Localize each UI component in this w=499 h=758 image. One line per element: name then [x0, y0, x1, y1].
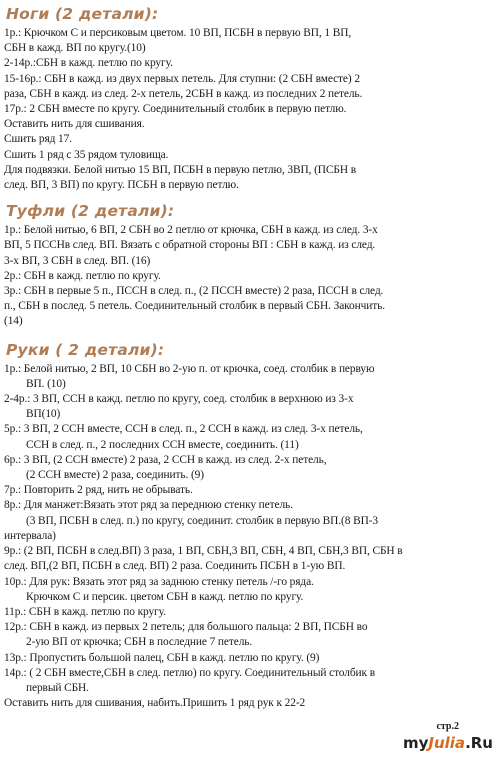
instruction-line: 10р.: Для рук: Вязать этот ряд за заднюю стенку петель /-го ряда. — [4, 575, 314, 588]
shoes-instructions — [4, 223, 495, 329]
instruction-line: интервала) — [4, 529, 56, 542]
instruction-line: след. ВП,(2 ВП, ПСБН в след. ВП) 2 раза. Соединить ПСБН в 1-ую ВП. — [4, 560, 346, 573]
instruction-line: 2-4р.: 3 ВП, ССН в кажд. петлю по кругу, соед. столбик в верхнюю из 3-х — [4, 393, 354, 406]
instruction-line: 9р.: (2 ВП, ПСБН в след.ВП) 3 раза, 1 ВП, СБН,3 ВП, СБН, 4 ВП, СБН,3 ВП, СБН в — [4, 545, 403, 558]
instruction-line: 1р.: Крючком С и персиковым цветом. 10 ВП, ПСБН в первую ВП, 1 ВП, — [4, 27, 352, 39]
instruction-line: 3р.: СБН в первые 5 п., ПССН в след. п., (2 ПССН вместе) 2 раза, ПССН в след. — [4, 285, 384, 298]
instruction-line: 2р.: СБН в кажд. петлю по кругу. — [4, 269, 161, 282]
instruction-line: (3 ВП, ПСБН в след. п.) по кругу, соединит. столбик в первую ВП.(8 ВП-3 — [26, 514, 378, 527]
legs-instructions — [4, 26, 495, 193]
document-page — [4, 4, 495, 711]
instruction-line: 3-х ВП, 3 СБН в след. ВП. (16) — [4, 254, 151, 267]
section-title-arms: Руки ( 2 детали): — [6, 340, 165, 359]
instruction-line: 17р.: 2 СБН вместе по кругу. Соединительный столбик в первую петлю. — [4, 103, 347, 116]
instruction-line: первый СБН. — [26, 681, 89, 694]
instruction-line: СБН в кажд. ВП по кругу.(10) — [4, 42, 146, 55]
instruction-line: 15-16р.: СБН в кажд. из двух первых петель. Для ступни: (2 СБН вместе) 2 — [4, 72, 360, 85]
instruction-line: 6р.: 3 ВП, (2 ССН вместе) 2 раза, 2 ССН в кажд. из след. 2-х петель, — [4, 453, 327, 466]
watermark-suffix: .Ru — [465, 734, 493, 752]
section-title-legs: Ноги (2 детали): — [6, 5, 159, 23]
instruction-line: п., СБН в послед. 5 петель. Соединительный столбик в первый СБН. Закончить. — [4, 300, 385, 313]
instruction-line: 13р.: Пропустить большой палец, СБН в кажд. петлю по кругу. (9) — [4, 651, 320, 664]
instruction-line: ССН в след. п., 2 последних ССН вместе, соединить. (11) — [26, 438, 299, 451]
instruction-line: 11р.: СБН в кажд. петлю по кругу. — [4, 605, 166, 618]
instruction-line: Оставить нить для сшивания, набить.Пришить 1 ряд рук к 22-2 — [4, 697, 306, 710]
instruction-line: 5р.: 3 ВП, 2 ССН вместе, ССН в след. п., 2 ССН в кажд. из след. 3-х петель, — [4, 423, 363, 436]
instruction-line: 1р.: Белой нитью, 2 ВП, 10 СБН во 2-ую п. от крючка, соед. столбик в первую — [4, 362, 375, 375]
watermark-prefix: my — [402, 734, 429, 752]
watermark-highlight: Julia — [428, 734, 466, 752]
arms-instructions — [4, 362, 495, 712]
instruction-line: 7р.: Повторить 2 ряд, нить не обрывать. — [4, 484, 193, 497]
instruction-line: Крючком С и персик. цветом СБН в кажд. петлю по кругу. — [26, 590, 304, 603]
instruction-line: Сшить 1 ряд с 35 рядом туловища. — [4, 148, 169, 161]
instruction-line: ВП. (10) — [26, 377, 66, 390]
instruction-line: 2-ую ВП от крючка; СБН в последние 7 петель. — [26, 636, 253, 649]
instruction-line: 14р.: ( 2 СБН вместе,СБН в след. петлю) по кругу. Соединительный столбик в — [4, 666, 375, 679]
instruction-line: Оставить нить для сшивания. — [4, 118, 145, 131]
instruction-line: Сшить ряд 17. — [4, 133, 73, 146]
instruction-line: 8р.: Для манжет:Вязать этот ряд за переднюю стенку петель. — [4, 499, 293, 512]
site-watermark — [403, 734, 493, 752]
instruction-line: Для подвязки. Белой нитью 15 ВП, ПСБН в первую петлю, 3ВП, (ПСБН в — [4, 163, 356, 176]
instruction-line: ВП(10) — [26, 408, 61, 421]
instruction-line: 12р.: СБН в кажд. из первых 2 петель; для большого пальца: 2 ВП, ПСБН во — [4, 621, 368, 634]
instruction-line: (14) — [4, 315, 23, 328]
section-title-shoes: Туфли (2 детали): — [6, 202, 175, 221]
instruction-line: ВП, 5 ПССНв след. ВП. Вязать с обратной стороны ВП : СБН в кажд. из след. — [4, 239, 376, 252]
instruction-line: след. ВП, 3 ВП) по кругу. ПСБН в первую петлю. — [4, 179, 239, 192]
instruction-line: 1р.: Белой нитью, 6 ВП, 2 СБН во 2 петлю от крючка, СБН в кажд. из след. 3-х — [4, 224, 378, 237]
instruction-line: раза, СБН в кажд. из след. 2-х петель, 2СБН в кажд. из последних 2 петель. — [4, 87, 363, 100]
page-number: стр.2 — [436, 721, 459, 732]
instruction-line: 2-14р.:СБН в кажд. петлю по кругу. — [4, 57, 173, 70]
instruction-line: (2 ССН вместе) 2 раза, соединить. (9) — [26, 469, 204, 482]
